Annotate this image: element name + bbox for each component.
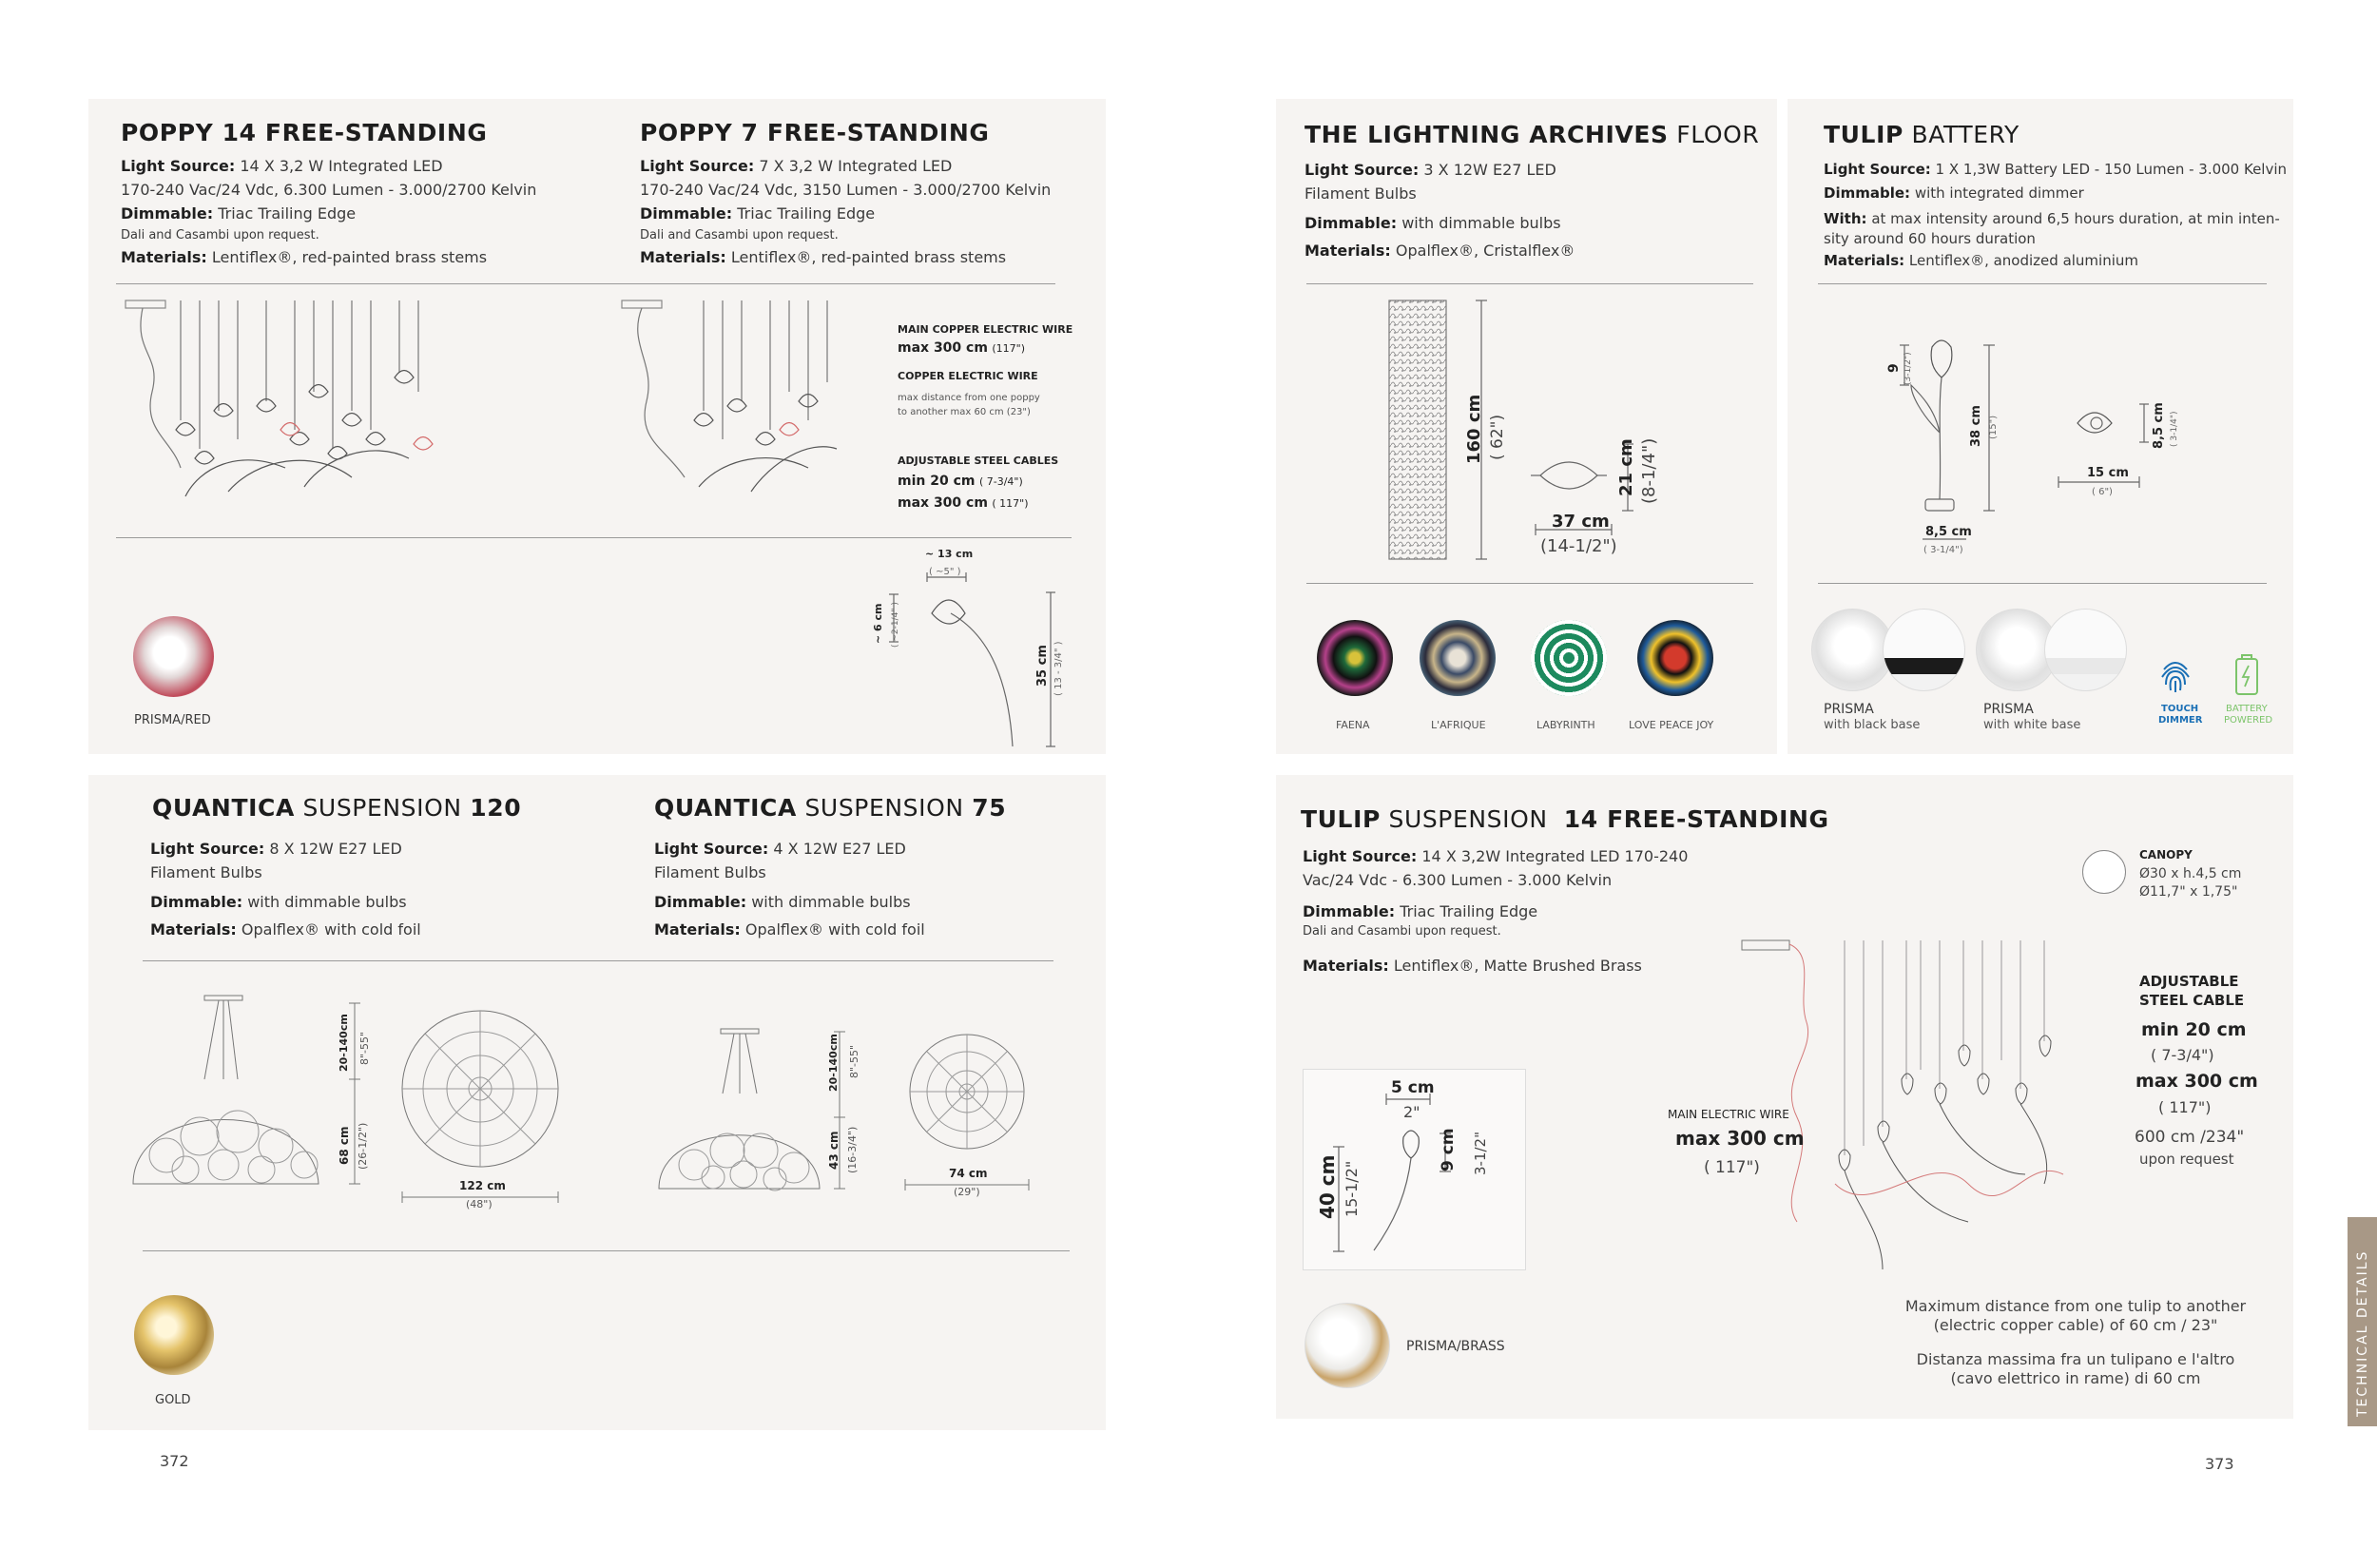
- lightning-dim-depth-in: (8-1/4"): [1639, 437, 1659, 504]
- poppy7-dim-total: 35 cm: [1035, 645, 1050, 687]
- lightning-finish-label-3: LABYRINTH: [1536, 719, 1595, 731]
- tulip-battery-dim-15: 15 cm: [2087, 466, 2129, 480]
- battery-icon: [2234, 654, 2259, 696]
- quantica120-dim-width-in: (48"): [466, 1198, 493, 1210]
- lightning-dim-width-in: (14-1/2"): [1540, 536, 1617, 556]
- lightning-finish-labyrinth: [1531, 620, 1607, 696]
- poppy14-title: POPPY 14 FREE-STANDING: [121, 119, 488, 146]
- lightning-dim-height-in: ( 62"): [1488, 414, 1507, 460]
- poppy7-cable-max: max 300 cm ( 117"): [898, 495, 1029, 511]
- tulip-battery-finish2: PRISMA: [1983, 702, 2034, 717]
- tulip-susp-finish-swatch: [1304, 1303, 1390, 1388]
- tulip-susp-min: min 20 cm: [2141, 1019, 2247, 1040]
- tulip-battery-dim-38: 38 cm: [1969, 405, 1983, 447]
- page-number-left: 372: [160, 1452, 189, 1470]
- quantica75-dim-height-in: (16-3/4"): [846, 1126, 859, 1173]
- tulip-battery-specs: Light Source: 1 X 1,3W Battery LED - 150 Lumen - 3.000 Kelvin Dimmable: with integrated dimmer With: at max intensity around 6,5 hours duration, at min inten- sity around 60 hours duration Materials: Lentiflex®, anodized aluminium: [1824, 161, 2288, 269]
- tulip-battery-dim-85: 8,5 cm: [1925, 525, 1972, 539]
- technical-details-tab[interactable]: [2348, 1217, 2377, 1426]
- poppy7-cable-label: ADJUSTABLE STEEL CABLES: [898, 455, 1059, 467]
- tulip-susp-distance-en-1: Maximum distance from one tulip to another: [1904, 1297, 2247, 1315]
- quantica75-title: QUANTICA SUSPENSION 75: [654, 794, 1007, 822]
- poppy7-specs: Light Source: 7 X 3,2 W Integrated LED 170-240 Vac/24 Vdc, 3150 Lumen - 3.000/2700 Kelvin Dimmable: Triac Trailing Edge Dali and Casambi upon request. Materials: Lentiflex®, red-painted brass stems: [640, 157, 1052, 266]
- tulip-battery-dim-85b-in: ( 3-1/4"): [2170, 411, 2179, 447]
- tulip-battery-dim-85-in: ( 3-1/4"): [1923, 545, 1963, 555]
- tulip-susp-dim-5-in: 2": [1403, 1103, 1420, 1121]
- tulip-susp-max: max 300 cm: [2135, 1071, 2258, 1092]
- quantica120-specs: Light Source: 8 X 12W E27 LED Filament Bulbs Dimmable: with dimmable bulbs Materials: Opalflex® with cold foil: [150, 840, 421, 939]
- lightning-finish-label-4: LOVE PEACE JOY: [1629, 719, 1714, 731]
- quantica-finish-label: GOLD: [155, 1393, 191, 1407]
- poppy7-dim-height-in: ( ~2-1/4" ): [891, 602, 900, 648]
- tulip-battery-dim-9-in: (3-1/2"): [1904, 352, 1913, 385]
- tulip-susp-distance-it-1: Distanza massima fra un tulipano e l'altro: [1916, 1350, 2235, 1368]
- battery-powered-label-2: POWERED: [2224, 715, 2273, 726]
- tulip-susp-distance-it-2: (cavo elettrico in rame) di 60 cm: [1950, 1369, 2201, 1387]
- tulip-battery-title: TULIP BATTERY: [1824, 121, 2019, 148]
- lightning-dim-width: 37 cm: [1552, 512, 1610, 532]
- fingerprint-icon: [2156, 656, 2194, 696]
- tulip-susp-adj-1: ADJUSTABLE: [2139, 973, 2239, 990]
- lightning-drawing: [1383, 297, 1669, 563]
- poppy7-title: POPPY 7 FREE-STANDING: [640, 119, 990, 146]
- quantica120-dim-width: 122 cm: [459, 1179, 506, 1192]
- tulip-susp-request-2: upon request: [2139, 1151, 2234, 1168]
- quantica75-dim-cable: 20-140cm: [827, 1034, 840, 1092]
- tulip-susp-canopy-label: CANOPY: [2139, 848, 2193, 861]
- quantica120-dim-height-in: (26-1/2"): [357, 1122, 369, 1170]
- lightning-finish-label-1: FAENA: [1336, 719, 1370, 731]
- poppy7-wire1-value: max 300 cm (117"): [898, 340, 1026, 356]
- tulip-susp-finish-label: PRISMA/BRASS: [1406, 1339, 1505, 1354]
- quantica120-drawing: [128, 994, 575, 1212]
- poppy7-drawing: [618, 297, 846, 515]
- technical-details-label: TECHNICAL DETAILS: [2355, 1249, 2370, 1417]
- poppy7-wire2-note1: max distance from one poppy: [898, 393, 1040, 403]
- poppy7-wire1-label: MAIN COPPER ELECTRIC WIRE: [898, 323, 1073, 336]
- tulip-susp-dim-40-in: 15-1/2": [1343, 1160, 1361, 1217]
- tulip-susp-dim-9: 9 cm: [1439, 1128, 1458, 1171]
- tulip-susp-dim-40: 40 cm: [1316, 1154, 1339, 1219]
- quantica120-title: QUANTICA SUSPENSION 120: [152, 794, 522, 822]
- lightning-finish-lafrique: [1420, 620, 1496, 696]
- tulip-battery-finish1-sub: with black base: [1824, 718, 1921, 732]
- poppy7-wire2-label: COPPER ELECTRIC WIRE: [898, 370, 1038, 382]
- tulip-susp-adj-2: STEEL CABLE: [2139, 992, 2245, 1009]
- tulip-susp-cluster-drawing: [1740, 937, 2101, 1288]
- tulip-susp-dim-5: 5 cm: [1391, 1078, 1435, 1097]
- tulip-susp-max-in: ( 117"): [2158, 1098, 2212, 1116]
- poppy7-wire2-note2: to another max 60 cm (23"): [898, 407, 1031, 417]
- poppy14-specs: Light Source: 14 X 3,2 W Integrated LED 170-240 Vac/24 Vdc, 6.300 Lumen - 3.000/2700 Kelvin Dimmable: Triac Trailing Edge Dali and Casambi upon request. Materials: Lentiflex®, red-painted brass stems: [121, 157, 537, 266]
- poppy14-finish-label: PRISMA/RED: [134, 713, 211, 727]
- quantica120-dim-cable: 20-140cm: [338, 1014, 350, 1072]
- tulip-susp-distance-en-2: (electric copper cable) of 60 cm / 23": [1933, 1316, 2218, 1334]
- tulip-susp-wire-in: ( 117"): [1704, 1158, 1760, 1177]
- tulip-battery-finish1: PRISMA: [1824, 702, 1874, 717]
- tulip-battery-dim-38-in: (15"): [1988, 415, 1999, 439]
- poppy7-dim-height: ~ 6 cm: [872, 603, 884, 644]
- tulip-battery-dim-15-in: ( 6"): [2092, 487, 2113, 497]
- lightning-dim-height: 160 cm: [1464, 394, 1484, 464]
- battery-powered-label-1: BATTERY: [2226, 704, 2268, 714]
- page-number-right: 373: [2205, 1455, 2234, 1473]
- tulip-battery-finish-white-base: [2044, 609, 2127, 691]
- quantica-finish-swatch: [134, 1295, 214, 1375]
- lightning-finish-love-peace-joy: [1637, 620, 1713, 696]
- tulip-battery-dim-9: 9: [1886, 363, 1902, 373]
- tulip-battery-finish-black-base: [1883, 609, 1965, 691]
- lightning-title: THE LIGHTNING ARCHIVES FLOOR: [1304, 121, 1760, 148]
- tulip-battery-finish-black: [1811, 609, 1894, 691]
- quantica75-dim-height: 43 cm: [827, 1131, 841, 1170]
- tulip-susp-wire-max: max 300 cm: [1675, 1127, 1805, 1150]
- tulip-susp-dim-9-in: 3-1/2": [1472, 1132, 1489, 1175]
- touch-dimmer-label-2: DIMMER: [2158, 715, 2203, 726]
- canopy-circle: [2082, 850, 2126, 894]
- tulip-susp-wire-label: MAIN ELECTRIC WIRE: [1668, 1108, 1789, 1121]
- tulip-susp-canopy-1: Ø30 x h.4,5 cm: [2139, 866, 2242, 881]
- tulip-susp-title: TULIP SUSPENSION 14 FREE-STANDING: [1301, 805, 1829, 833]
- quantica75-dim-width: 74 cm: [949, 1167, 988, 1180]
- touch-dimmer-label-1: TOUCH: [2161, 704, 2199, 714]
- tulip-battery-finish2-sub: with white base: [1983, 718, 2081, 732]
- lightning-specs: Light Source: 3 X 12W E27 LED Filament Bulbs Dimmable: with dimmable bulbs Materials: Opalflex®, Cristalflex®: [1304, 161, 1575, 260]
- poppy7-dim-total-in: ( 13 - 3/4" ): [1053, 641, 1064, 696]
- tulip-susp-specs: Light Source: 14 X 3,2W Integrated LED 170-240 Vac/24 Vdc - 6.300 Lumen - 3.000 Kelvin Dimmable: Triac Trailing Edge Dali and Casambi upon request. Materials: Lentiflex®, Matte Brushed Brass: [1303, 847, 1689, 975]
- lightning-finish-label-2: L'AFRIQUE: [1431, 719, 1486, 731]
- tulip-battery-dim-85b: 8,5 cm: [2152, 402, 2166, 449]
- quantica75-dim-cable-in: 8"-55": [848, 1044, 860, 1078]
- poppy7-dim-width-in: ( ~5" ): [929, 567, 961, 577]
- quantica75-specs: Light Source: 4 X 12W E27 LED Filament Bulbs Dimmable: with dimmable bulbs Materials: Opalflex® with cold foil: [654, 840, 925, 939]
- quantica120-dim-cable-in: 8"-55": [358, 1031, 371, 1065]
- quantica75-dim-width-in: (29"): [954, 1186, 980, 1198]
- lightning-dim-depth: 21 cm: [1616, 438, 1636, 496]
- tulip-susp-request-1: 600 cm /234": [2135, 1128, 2245, 1147]
- tulip-susp-canopy-2: Ø11,7" x 1,75": [2139, 884, 2238, 900]
- poppy7-dim-width: ~ 13 cm: [925, 548, 974, 560]
- lightning-finish-faena: [1317, 620, 1393, 696]
- poppy7-cable-min: min 20 cm ( 7-3/4"): [898, 474, 1023, 489]
- tulip-susp-min-in: ( 7-3/4"): [2151, 1046, 2214, 1064]
- poppy14-finish-swatch: [133, 616, 214, 697]
- quantica120-dim-height: 68 cm: [338, 1126, 351, 1165]
- poppy14-drawing: [124, 297, 485, 534]
